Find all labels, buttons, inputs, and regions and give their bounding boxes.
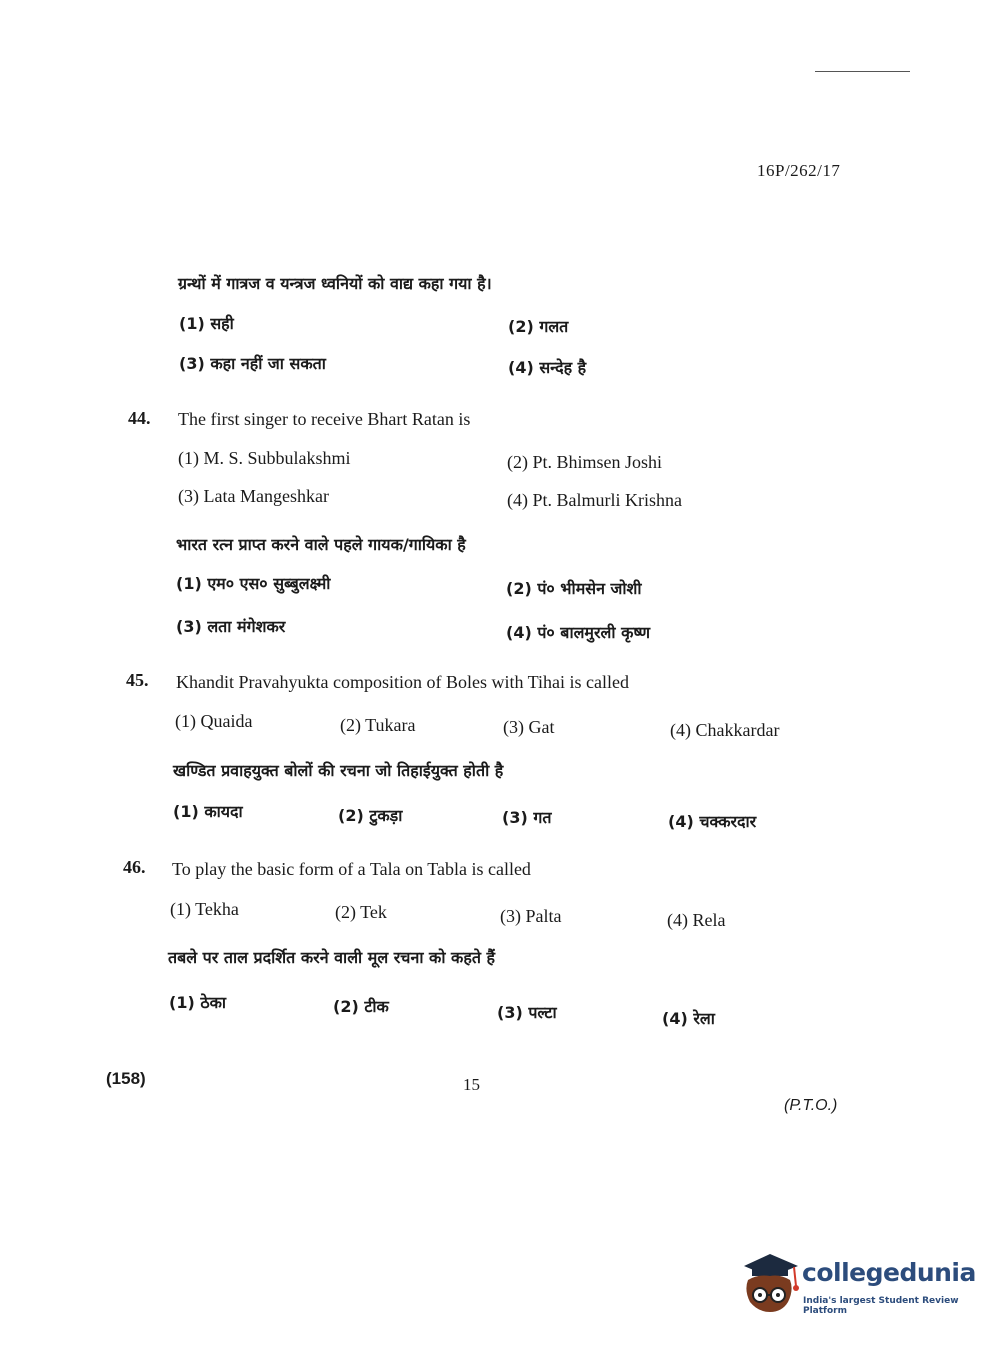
q46-option-4-hi: (4) रेला [662,1009,715,1028]
q45-option-4-hi: (4) चक्करदार [668,812,757,831]
q45-option-3-en: (3) Gat [503,717,555,737]
q44-option-4-en: (4) Pt. Balmurli Krishna [507,490,682,510]
q46-option-3-hi: (3) पल्टा [497,1003,557,1022]
q45-option-4-en: (4) Chakkardar [670,720,780,740]
q44-text-en: The first singer to receive Bhart Ratan is [178,409,471,429]
q46-option-1-en: (1) Tekha [170,899,239,919]
paper-code: 16P/262/17 [757,161,841,180]
q46-text-en: To play the basic form of a Tala on Tabla is called [172,859,531,879]
booklet-code: (158) [106,1069,146,1088]
q43-option-2: (2) गलत [508,317,569,336]
q45-text-hi: खण्डित प्रवाहयुक्त बोलों की रचना जो तिहाईयुक्त होती है [173,761,504,780]
q44-option-1-hi: (1) एम० एस० सुब्बुलक्ष्मी [176,574,331,593]
q45-option-3-hi: (3) गत [502,808,552,827]
q45-option-1-hi: (1) कायदा [173,802,243,821]
q43-option-4: (4) सन्देह है [508,358,587,377]
q45-option-2-en: (2) Tukara [340,715,416,735]
collegedunia-logo [740,1250,976,1320]
q46-option-1-hi: (1) ठेका [169,993,227,1012]
q43-text-hi: ग्रन्थों में गात्रज व यन्त्रज ध्वनियों को वाद्य कहा गया है। [178,274,492,293]
q44-option-3-hi: (3) लता मंगेशकर [176,617,286,636]
brand-name: collegedunia [802,1258,976,1287]
q43-option-3: (3) कहा नहीं जा सकता [179,354,326,373]
q45-number: 45. [126,670,149,690]
q45-option-2-hi: (2) टुकड़ा [338,806,403,825]
q46-option-4-en: (4) Rela [667,910,726,930]
pto-label: (P.T.O.) [784,1097,838,1114]
q46-text-hi: तबले पर ताल प्रदर्शित करने वाली मूल रचना को कहते हैं [168,948,496,967]
page-number: 15 [463,1075,480,1094]
top-rule [815,71,910,72]
mascot-icon [740,1250,800,1316]
q46-number: 46. [123,857,146,877]
q45-option-1-en: (1) Quaida [175,711,253,731]
q44-option-4-hi: (4) पं० बालमुरली कृष्ण [506,623,651,642]
q46-option-2-hi: (2) टीक [333,997,389,1016]
q44-option-1-en: (1) M. S. Subbulakshmi [178,448,351,468]
q43-option-1: (1) सही [179,314,234,333]
q45-text-en: Khandit Pravahyukta composition of Boles with Tihai is called [176,672,629,692]
q46-option-2-en: (2) Tek [335,902,387,922]
q44-text-hi: भारत रत्न प्राप्त करने वाले पहले गायक/गायिका है [176,535,466,554]
q46-option-3-en: (3) Palta [500,906,562,926]
q44-number: 44. [128,408,151,428]
q44-option-3-en: (3) Lata Mangeshkar [178,486,329,506]
q44-option-2-en: (2) Pt. Bhimsen Joshi [507,452,663,472]
q44-option-2-hi: (2) पं० भीमसेन जोशी [506,579,642,598]
brand-tagline: India's largest Student Review Platform [803,1296,959,1316]
